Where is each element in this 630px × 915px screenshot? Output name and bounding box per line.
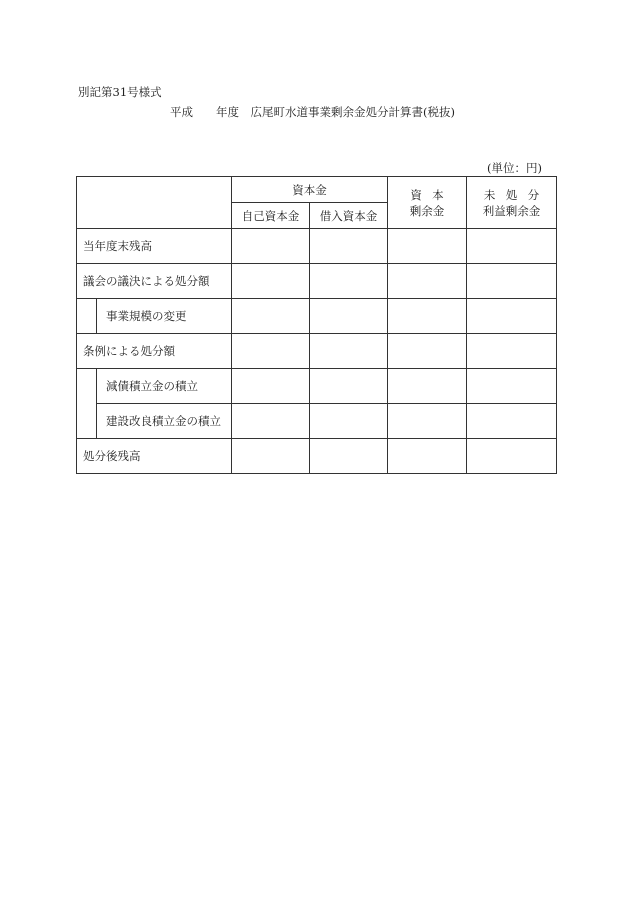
header-unappropriated-line2: 利益剰余金: [482, 203, 541, 218]
value-cell[interactable]: [467, 229, 557, 264]
document-title: 平成 年度 広尾町水道事業剰余金処分計算書(税抜): [170, 105, 455, 119]
table-row: [77, 369, 557, 404]
header-blank-cell: [77, 177, 232, 229]
value-cell[interactable]: [232, 264, 310, 299]
table-row: [77, 264, 557, 299]
value-cell[interactable]: [310, 369, 388, 404]
value-cell[interactable]: [232, 299, 310, 334]
value-cell[interactable]: [310, 264, 388, 299]
header-unappropriated-surplus: [467, 177, 557, 229]
indent-gap: [77, 299, 97, 334]
value-cell[interactable]: [388, 334, 467, 369]
table-row: [77, 299, 557, 334]
value-cell[interactable]: [310, 334, 388, 369]
value-cell[interactable]: [310, 229, 388, 264]
row-label-construction-reserve: 建設改良積立金の積立: [97, 404, 232, 439]
row-label-council-resolution: 議会の議決による処分額: [77, 264, 232, 299]
value-cell[interactable]: [467, 404, 557, 439]
value-cell[interactable]: [388, 229, 467, 264]
table-row: [77, 334, 557, 369]
value-cell[interactable]: [388, 264, 467, 299]
header-capital-surplus-line1: 資本: [410, 187, 455, 202]
table-row: [77, 229, 557, 264]
surplus-disposal-table: [76, 176, 557, 474]
value-cell[interactable]: [232, 404, 310, 439]
value-cell[interactable]: [232, 334, 310, 369]
value-cell[interactable]: [310, 404, 388, 439]
value-cell[interactable]: [467, 299, 557, 334]
value-cell[interactable]: [310, 299, 388, 334]
row-label-post-disposal-balance: 処分後残高: [77, 439, 232, 474]
value-cell[interactable]: [467, 439, 557, 474]
value-cell[interactable]: [467, 334, 557, 369]
indent-gap: [77, 369, 97, 404]
row-label-business-scale-change: 事業規模の変更: [97, 299, 232, 334]
header-own-capital: 自己資本金: [232, 203, 310, 229]
value-cell[interactable]: [388, 369, 467, 404]
value-cell[interactable]: [232, 369, 310, 404]
indent-gap: [77, 404, 97, 439]
value-cell[interactable]: [388, 299, 467, 334]
value-cell[interactable]: [232, 229, 310, 264]
table-row: [77, 439, 557, 474]
value-cell[interactable]: [388, 439, 467, 474]
row-label-current-year-balance: 当年度末残高: [77, 229, 232, 264]
value-cell[interactable]: [310, 439, 388, 474]
value-cell[interactable]: [388, 404, 467, 439]
header-unappropriated-line1: 未処分: [483, 187, 550, 202]
value-cell[interactable]: [467, 264, 557, 299]
table-row: [77, 404, 557, 439]
row-label-ordinance-disposal: 条例による処分額: [77, 334, 232, 369]
value-cell[interactable]: [232, 439, 310, 474]
header-borrowed-capital: 借入資本金: [310, 203, 388, 229]
value-cell[interactable]: [467, 369, 557, 404]
form-number: 別記第31号様式: [78, 85, 162, 99]
header-capital-surplus: [388, 177, 467, 229]
header-capital-surplus-line2: 剰余金: [409, 203, 445, 218]
header-capital: 資本金: [232, 177, 388, 203]
row-label-depreciation-reserve: 減債積立金の積立: [97, 369, 232, 404]
unit-label: (単位：円): [487, 161, 542, 175]
